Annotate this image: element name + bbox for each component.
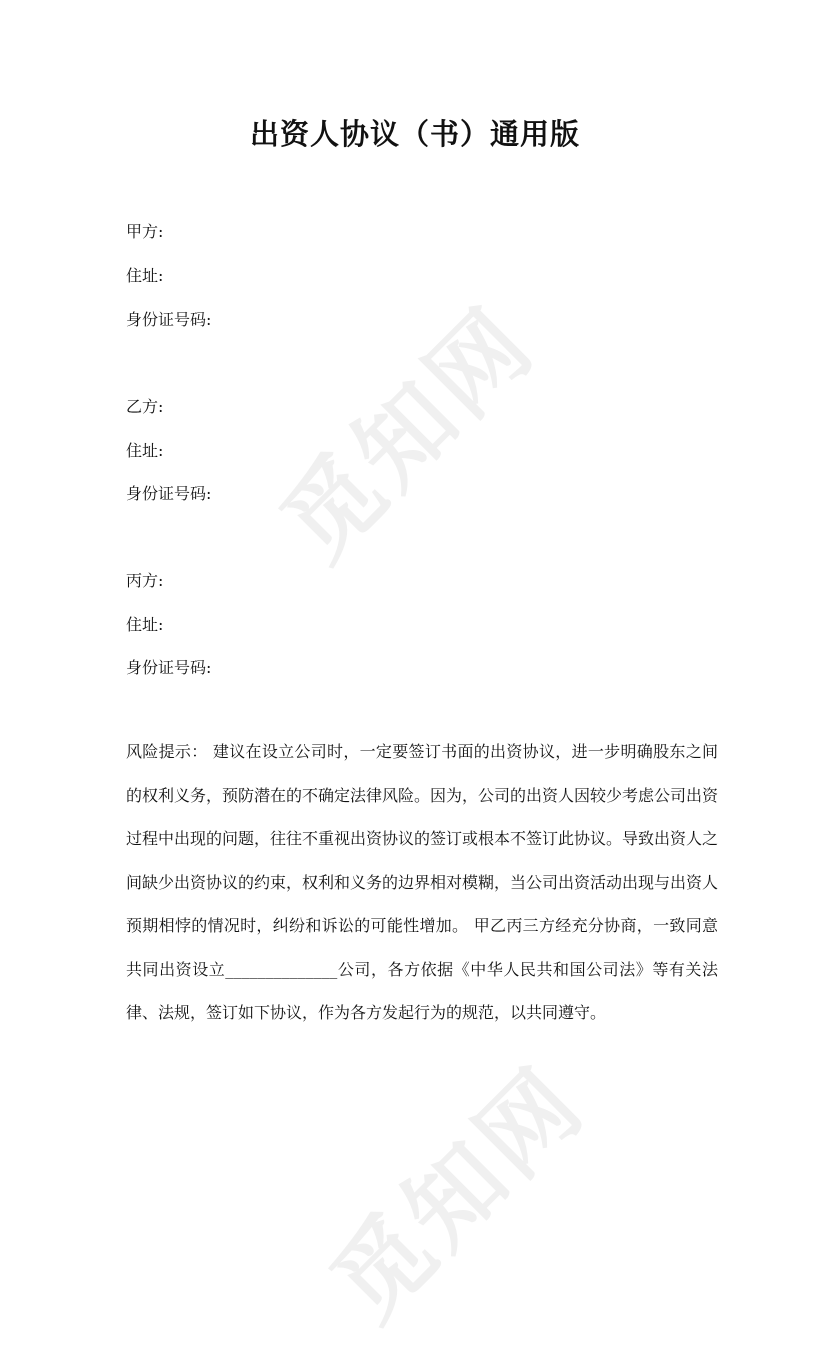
document-title: 出资人协议（书）通用版 — [249, 117, 580, 151]
watermark: 觅知网 — [310, 1046, 607, 1342]
party-a-id-number: 身份证号码: — [126, 310, 212, 329]
party-b-id-number: 身份证号码: — [126, 484, 212, 503]
party-b-label: 乙方: — [126, 397, 164, 416]
risk-notice-paragraph: 风险提示： 建议在设立公司时，一定要签订书面的出资协议，进一步明确股东之间的权利义务，预防潜在的不确定法律风险。因为，公司的出资人因较少考虑公司出资过程中出现的问题，往往不重视出资协议的签订或根本不签订此协议。导致出资人之间缺少出资协议的约束，权利和义务的边界相对模糊，当公司出资活动出现与出资人预期相悖的情况时，纠纷和诉讼的可能性增加。 甲乙丙三方经充分协商，一致同意共同出资设立______________公司，各方依据《中华人民共和国公司法》等有关法律、法规，签订如下协议，作为各方发起行为的规范，以共同遵守。 — [126, 742, 719, 1022]
party-c-address: 住址: — [126, 615, 164, 634]
party-a-address: 住址: — [126, 266, 164, 285]
party-c-label: 丙方: — [126, 571, 164, 590]
party-a-label: 甲方: — [126, 222, 164, 241]
party-c-id-number: 身份证号码: — [126, 658, 212, 677]
party-b-address: 住址: — [126, 441, 164, 460]
watermark: 觅知网 — [260, 286, 557, 582]
